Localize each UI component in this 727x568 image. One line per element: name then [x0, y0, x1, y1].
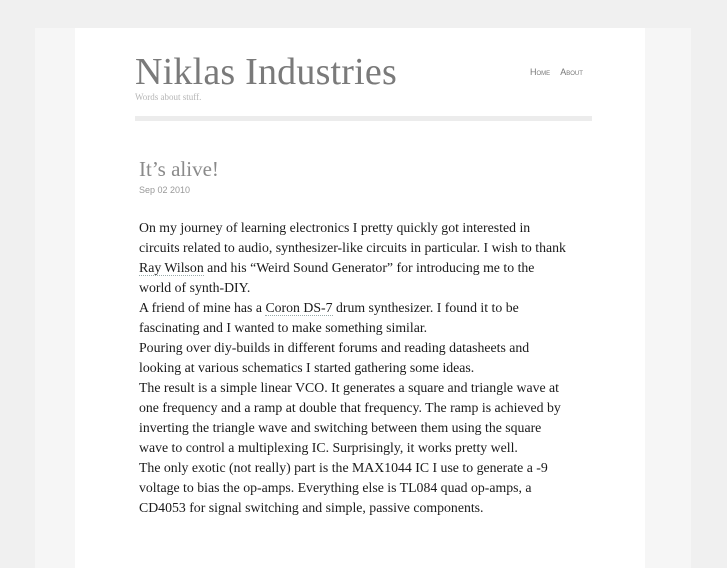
- post-paragraph: [139, 298, 569, 338]
- post-text: On my journey of learning electronics I pretty quickly got interested in circuits related to audio, synthesizer-like circuits in particular. I wish to thank: [139, 220, 566, 255]
- post-date: Sep 02 2010: [139, 185, 191, 195]
- post-paragraph: Pouring over diy-builds in different forums and reading datasheets and looking at various schematics I started gathering some ideas.: [139, 340, 530, 375]
- post-body: [139, 218, 569, 518]
- post-title[interactable]: It’s alive!: [139, 157, 219, 181]
- coron-ds7-link[interactable]: Coron DS-7: [265, 300, 333, 315]
- post-text: drum synthesizer. I found it to be fascinating and I wanted to make something similar.: [139, 300, 519, 335]
- post-paragraph: The only exotic (not really) part is the MAX1044 IC I use to generate a -9 voltage to bias the op-amps. Everything else is TL084 quad op-amps, a CD4053 for signal switching and simple, passive components.: [139, 460, 548, 515]
- post-text: and his “Weird Sound Generator” for introducing me to the world of synth-DIY.: [139, 260, 535, 295]
- post-paragraph: The result is a simple linear VCO. It generates a square and triangle wave at one frequency and a ramp at double that frequency. The ramp is achieved by inverting the triangle wave and switching between them using the square wave to control a multiplexing IC. Surprisingly, it works pretty well.: [139, 380, 561, 455]
- main-nav: [530, 67, 583, 77]
- site-tagline: Words about stuff.: [135, 92, 202, 102]
- nav-link-home[interactable]: Home: [530, 67, 551, 77]
- header-divider: [135, 116, 592, 121]
- site-title[interactable]: Niklas Industries: [135, 51, 397, 93]
- nav-link-about[interactable]: About: [560, 67, 583, 77]
- ray-wilson-link[interactable]: Ray Wilson: [139, 260, 204, 275]
- post-paragraph: [139, 218, 569, 298]
- post-text: A friend of mine has a: [139, 300, 266, 315]
